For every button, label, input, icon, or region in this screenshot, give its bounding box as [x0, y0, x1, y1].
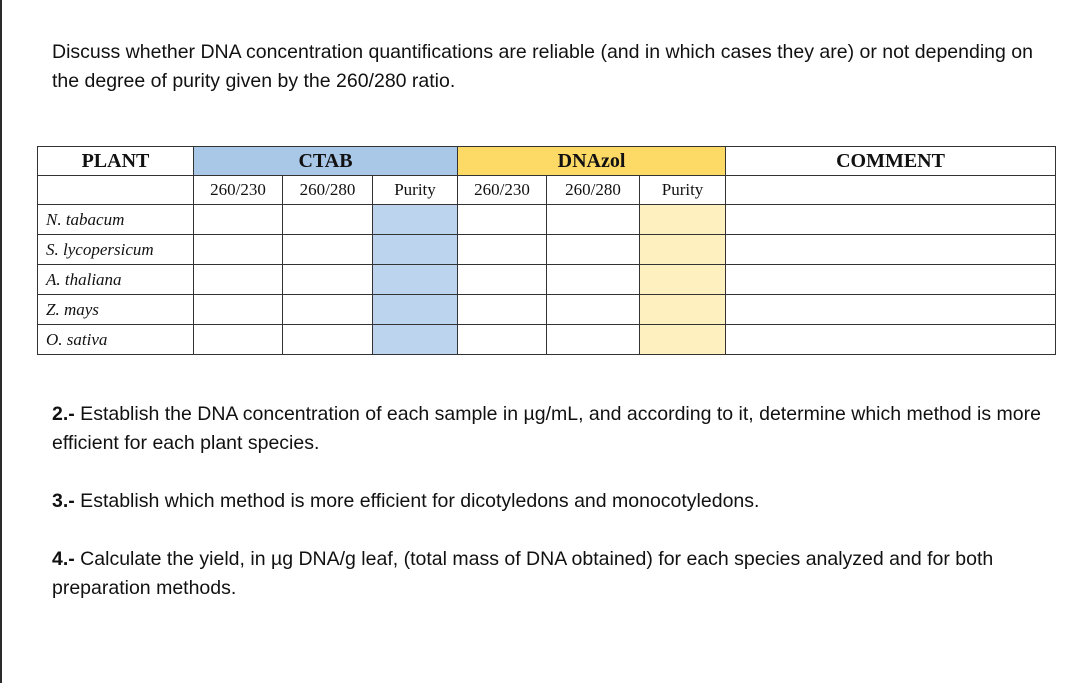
data-cell	[283, 325, 373, 355]
dnazol-260-280-header: 260/280	[547, 176, 640, 205]
comment-cell	[726, 205, 1056, 235]
intro-paragraph: Discuss whether DNA concentration quantifications are reliable (and in which cases they are) or not depending on the degree of purity given by the 260/280 ratio.	[52, 41, 1033, 92]
data-cell	[283, 205, 373, 235]
data-cell	[194, 235, 283, 265]
plant-name: Z. mays	[38, 295, 194, 325]
ctab-purity-cell	[373, 205, 458, 235]
data-cell	[283, 265, 373, 295]
data-cell	[547, 295, 640, 325]
comment-header: COMMENT	[726, 147, 1056, 176]
comment-cell	[726, 235, 1056, 265]
dnazol-purity-cell	[640, 295, 726, 325]
ctab-260-230-header: 260/230	[194, 176, 283, 205]
question-2	[52, 400, 1042, 458]
table-header-row	[38, 147, 1056, 176]
table-row	[38, 295, 1056, 325]
data-cell	[547, 325, 640, 355]
data-cell	[283, 235, 373, 265]
comment-cell	[726, 325, 1056, 355]
dnazol-purity-cell	[640, 265, 726, 295]
data-cell	[194, 265, 283, 295]
table-row	[38, 235, 1056, 265]
ctab-purity-cell	[373, 295, 458, 325]
plant-name: N. tabacum	[38, 205, 194, 235]
data-cell	[547, 235, 640, 265]
question-4	[52, 545, 1042, 603]
dnazol-260-230-header: 260/230	[458, 176, 547, 205]
data-cell	[283, 295, 373, 325]
question-2-text: Establish the DNA concentration of each sample in µg/mL, and according to it, determine which method is more efficient for each plant species.	[52, 403, 1041, 454]
data-cell	[458, 265, 547, 295]
data-cell	[547, 205, 640, 235]
dnazol-purity-cell	[640, 205, 726, 235]
empty-cell	[726, 176, 1056, 205]
data-cell	[458, 205, 547, 235]
ctab-header: CTAB	[194, 147, 458, 176]
question-2-number: 2.-	[52, 403, 75, 425]
dnazol-purity-cell	[640, 235, 726, 265]
plant-name: S. lycopersicum	[38, 235, 194, 265]
plant-name: O. sativa	[38, 325, 194, 355]
page-left-edge	[0, 0, 2, 683]
question-3-number: 3.-	[52, 490, 75, 512]
plant-name: A. thaliana	[38, 265, 194, 295]
table-subheader-row	[38, 176, 1056, 205]
question-4-text: Calculate the yield, in µg DNA/g leaf, (total mass of DNA obtained) for each species analyzed and for both preparation methods.	[52, 548, 994, 599]
data-cell	[458, 295, 547, 325]
comment-cell	[726, 295, 1056, 325]
data-cell	[194, 295, 283, 325]
results-table	[37, 146, 1056, 355]
data-cell	[458, 235, 547, 265]
empty-cell	[38, 176, 194, 205]
data-cell	[194, 325, 283, 355]
table-row	[38, 265, 1056, 295]
table-row	[38, 325, 1056, 355]
table-row	[38, 205, 1056, 235]
question-3	[52, 487, 1042, 516]
dnazol-purity-header: Purity	[640, 176, 726, 205]
ctab-purity-cell	[373, 265, 458, 295]
ctab-purity-header: Purity	[373, 176, 458, 205]
ctab-purity-cell	[373, 325, 458, 355]
data-cell	[458, 325, 547, 355]
question-3-text: Establish which method is more efficient for dicotyledons and monocotyledons.	[74, 490, 760, 512]
dnazol-header: DNAzol	[458, 147, 726, 176]
ctab-purity-cell	[373, 235, 458, 265]
plant-header: PLANT	[38, 147, 194, 176]
comment-cell	[726, 265, 1056, 295]
dnazol-purity-cell	[640, 325, 726, 355]
data-cell	[194, 205, 283, 235]
question-4-number: 4.-	[52, 548, 75, 570]
ctab-260-280-header: 260/280	[283, 176, 373, 205]
data-cell	[547, 265, 640, 295]
